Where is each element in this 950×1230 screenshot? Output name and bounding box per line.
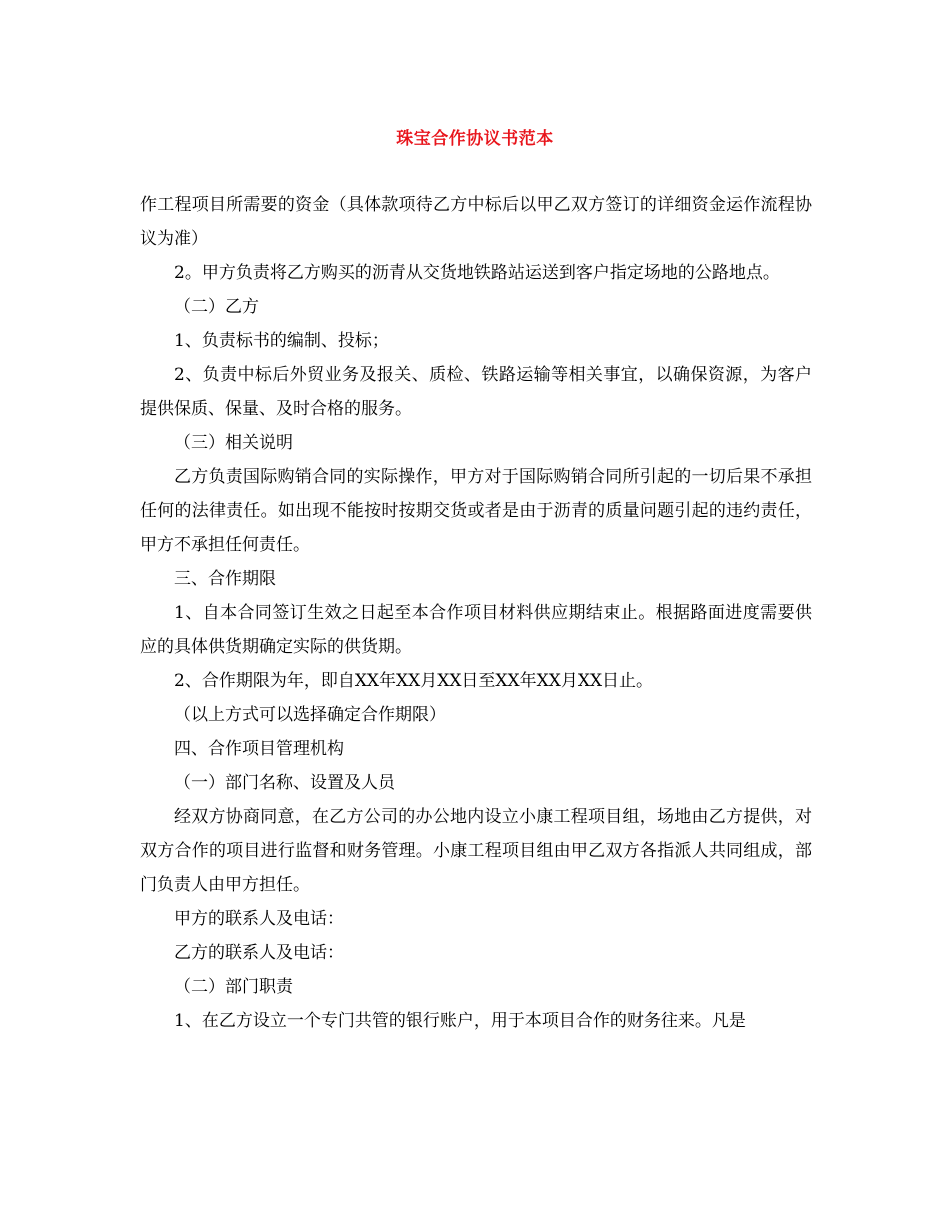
document-body xyxy=(140,188,812,1038)
paragraph: 2。甲方负责将乙方购买的沥青从交货地铁路站运送到客户指定场地的公路地点。 xyxy=(174,263,780,283)
paragraph: 1、负责标书的编制、投标； xyxy=(174,331,389,351)
paragraph: 经双方协商同意，在乙方公司的办公地内设立小康工程项目组，场地由乙方提供，对双方合作的项目进行监督和财务管理。小康工程项目组由甲乙双方各指派人共同组成，部门负责人由甲方担任。 xyxy=(140,807,812,895)
paragraph: 1、在乙方设立一个专门共管的银行账户，用于本项目合作的财务往来。凡是 xyxy=(174,1011,746,1031)
paragraph: （二）部门职责 xyxy=(174,977,293,997)
paragraph: 1、自本合同签订生效之日起至本合作项目材料供应期结束止。根据路面进度需要供应的具体供货期确定实际的供货期。 xyxy=(140,603,812,657)
paragraph: 2、合作期限为年，即自XX年XX月XX日至XX年XX月XX日止。 xyxy=(174,671,654,691)
paragraph: （以上方式可以选择确定合作期限） xyxy=(174,705,446,725)
paragraph: 四、合作项目管理机构 xyxy=(174,739,344,759)
document-title: 珠宝合作协议书范本 xyxy=(396,129,554,149)
paragraph: 乙方的联系人及电话： xyxy=(174,943,344,963)
paragraph: （三）相关说明 xyxy=(174,433,293,453)
paragraph: 作工程项目所需要的资金（具体款项待乙方中标后以甲乙双方签订的详细资金运作流程协议为准） xyxy=(140,195,812,249)
paragraph: 三、合作期限 xyxy=(174,569,276,589)
paragraph: 2、负责中标后外贸业务及报关、质检、铁路运输等相关事宜，以确保资源，为客户提供保质、保量、及时合格的服务。 xyxy=(140,365,812,419)
paragraph: （一）部门名称、设置及人员 xyxy=(174,773,395,793)
paragraph: 甲方的联系人及电话： xyxy=(174,909,344,929)
paragraph: 乙方负责国际购销合同的实际操作，甲方对于国际购销合同所引起的一切后果不承担任何的法律责任。如出现不能按时按期交货或者是由于沥青的质量问题引起的违约责任，甲方不承担任何责任。 xyxy=(140,467,812,555)
paragraph: （二）乙方 xyxy=(174,297,259,317)
